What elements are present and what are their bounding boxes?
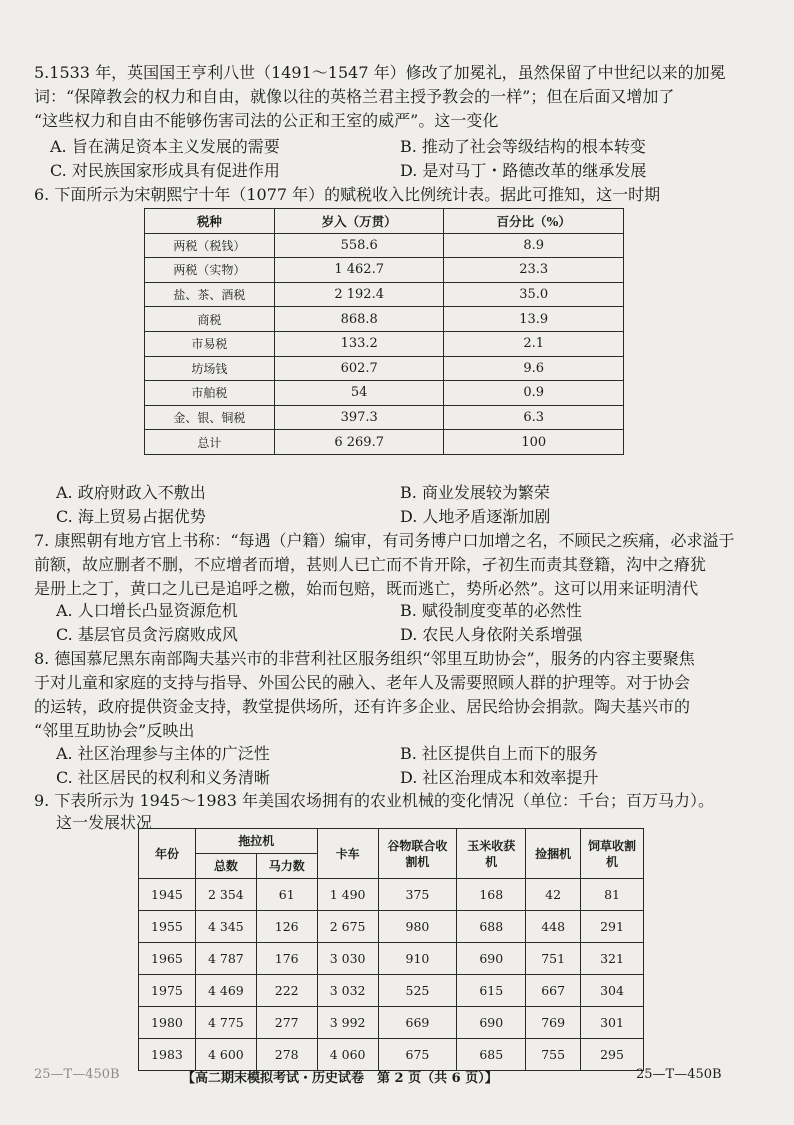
header-grain-combine: 谷物联合收割机: [378, 829, 457, 879]
q5-option-c: C. 对民族国家形成具有促进作用: [50, 161, 280, 180]
table-row: [145, 282, 624, 307]
percentage-cell: 8.9: [444, 233, 624, 258]
percentage-cell: 6.3: [444, 405, 624, 430]
q6-option-a: A. 政府财政入不敷出: [56, 483, 206, 502]
year-cell: 1975: [139, 975, 196, 1007]
tractor-hp-cell: 126: [256, 911, 317, 943]
forage-harvester-cell: 321: [581, 943, 644, 975]
revenue-cell: 54: [274, 381, 444, 406]
baler-cell: 448: [526, 911, 581, 943]
baler-cell: 755: [526, 1039, 581, 1071]
tractor-hp-cell: 61: [256, 879, 317, 911]
grain-combine-cell: 675: [378, 1039, 457, 1071]
q5-option-b: B. 推动了社会等级结构的根本转变: [400, 137, 646, 156]
percentage-cell: 35.0: [444, 282, 624, 307]
grain-combine-cell: 525: [378, 975, 457, 1007]
tractor-hp-cell: 222: [256, 975, 317, 1007]
forage-harvester-cell: 304: [581, 975, 644, 1007]
table-row: [145, 356, 624, 381]
table-row: [139, 975, 644, 1007]
truck-cell: 3 030: [317, 943, 378, 975]
tax-type-cell: 总计: [145, 430, 275, 455]
q8-stem-line-3: 的运转，政府提供资金支持，教堂提供场所，还有许多企业、居民给协会捐款。陶夫基兴市的: [34, 697, 691, 716]
baler-cell: 769: [526, 1007, 581, 1039]
tax-type-cell: 坊场钱: [145, 356, 275, 381]
header-percentage: 百分比（%）: [444, 209, 624, 234]
tractor-hp-cell: 278: [256, 1039, 317, 1071]
grain-combine-cell: 669: [378, 1007, 457, 1039]
percentage-cell: 23.3: [444, 258, 624, 283]
truck-cell: 4 060: [317, 1039, 378, 1071]
table-row: [145, 307, 624, 332]
header-tax-type: 税种: [145, 209, 275, 234]
table-row: [145, 405, 624, 430]
table-row: [139, 1007, 644, 1039]
forage-harvester-cell: 301: [581, 1007, 644, 1039]
q7-option-c: C. 基层官员贪污腐败成风: [56, 625, 238, 644]
q7-stem-line-2: 前额，故应删者不删，不应增者而增，甚则人已亡而不肯开除，孑初生而责其登籍，沟中之瘠犹: [34, 555, 707, 574]
q7-stem-line-1: 7. 康熙朝有地方官上书称：“每遇（户籍）编审，有司务博户口加增之名，不顾民之疾痛，必求溢于: [34, 531, 735, 550]
tax-type-cell: 两税（实物）: [145, 258, 275, 283]
grain-combine-cell: 375: [378, 879, 457, 911]
tractor-hp-cell: 277: [256, 1007, 317, 1039]
q5-option-a: A. 旨在满足资本主义发展的需要: [50, 137, 280, 156]
percentage-cell: 100: [444, 430, 624, 455]
header-tractor-horsepower: 马力数: [256, 854, 317, 879]
tractor-total-cell: 4 775: [195, 1007, 256, 1039]
tax-type-cell: 市舶税: [145, 381, 275, 406]
q8-stem-line-4: “邻里互助协会”反映出: [34, 721, 195, 740]
header-corn-harvester: 玉米收获机: [457, 829, 526, 879]
q5-option-d: D. 是对马丁・路德改革的继承发展: [400, 161, 647, 180]
q6-stem: 6. 下面所示为宋朝熙宁十年（1077 年）的赋税收入比例统计表。据此可推知，这一时期: [34, 185, 661, 204]
tax-type-cell: 商税: [145, 307, 275, 332]
bleed-through-text: [650, 215, 663, 233]
q5-stem-line-3: “这些权力和自由不能够伤害司法的公正和王室的威严”。这一变化: [34, 111, 499, 130]
tax-type-cell: 金、银、铜税: [145, 405, 275, 430]
year-cell: 1965: [139, 943, 196, 975]
tax-type-cell: 市易税: [145, 331, 275, 356]
revenue-cell: 558.6: [274, 233, 444, 258]
q5-stem-line-2: 词：“保障教会的权力和自由，就像以往的英格兰君主授予教会的一样”；但在后面又增加了: [34, 87, 675, 106]
tax-revenue-table: [144, 208, 624, 455]
table-row: [145, 381, 624, 406]
revenue-cell: 2 192.4: [274, 282, 444, 307]
table-header-row: [139, 829, 644, 854]
year-cell: 1980: [139, 1007, 196, 1039]
q5-stem-line-1: 5.1533 年，英国国王亨利八世（1491～1547 年）修改了加冕礼，虽然保留了中世纪以来的加冕: [34, 63, 726, 82]
header-revenue: 岁入（万贯）: [274, 209, 444, 234]
corn-harvester-cell: 690: [457, 943, 526, 975]
percentage-cell: 0.9: [444, 381, 624, 406]
revenue-cell: 868.8: [274, 307, 444, 332]
q8-stem-line-1: 8. 德国慕尼黑东南部陶夫基兴市的非营利社区服务组织“邻里互助协会”，服务的内容主要聚焦: [34, 649, 695, 668]
table-row: [145, 233, 624, 258]
q7-stem-line-3: 是册上之丁，黄口之儿已是追呼之檄，始而包赔，既而逃亡，势所必然”。这可以用来证明清代: [34, 579, 699, 598]
table-row: [145, 258, 624, 283]
forage-harvester-cell: 291: [581, 911, 644, 943]
table-row: [145, 331, 624, 356]
grain-combine-cell: 980: [378, 911, 457, 943]
corn-harvester-cell: 615: [457, 975, 526, 1007]
table-total-row: [145, 430, 624, 455]
footer-code-left: 25—T—450B: [34, 1067, 120, 1082]
revenue-cell: 397.3: [274, 405, 444, 430]
revenue-cell: 133.2: [274, 331, 444, 356]
forage-harvester-cell: 81: [581, 879, 644, 911]
truck-cell: 2 675: [317, 911, 378, 943]
percentage-cell: 9.6: [444, 356, 624, 381]
tractor-total-cell: 4 600: [195, 1039, 256, 1071]
q9-stem-line-2: 这一发展状况: [56, 813, 153, 832]
year-cell: 1955: [139, 911, 196, 943]
header-forage-harvester: 饲草收割机: [581, 829, 644, 879]
table-row: [139, 879, 644, 911]
farm-machinery-table: [138, 828, 644, 1071]
percentage-cell: 13.9: [444, 307, 624, 332]
truck-cell: 1 490: [317, 879, 378, 911]
q8-stem-line-2: 于对儿童和家庭的支持与指导、外国公民的融入、老年人及需要照顾人群的护理等。对于协会: [34, 673, 691, 692]
footer-code-right: 25—T—450B: [636, 1067, 722, 1082]
tractor-total-cell: 4 345: [195, 911, 256, 943]
header-tractor-total: 总数: [195, 854, 256, 879]
header-year: 年份: [139, 829, 196, 879]
tractor-total-cell: 4 787: [195, 943, 256, 975]
baler-cell: 42: [526, 879, 581, 911]
q7-option-d: D. 农民人身依附关系增强: [400, 625, 583, 644]
revenue-cell: 602.7: [274, 356, 444, 381]
revenue-cell: 1 462.7: [274, 258, 444, 283]
corn-harvester-cell: 688: [457, 911, 526, 943]
tractor-total-cell: 4 469: [195, 975, 256, 1007]
grain-combine-cell: 910: [378, 943, 457, 975]
tax-type-cell: 两税（税钱）: [145, 233, 275, 258]
percentage-cell: 2.1: [444, 331, 624, 356]
q6-option-c: C. 海上贸易占据优势: [56, 507, 206, 526]
corn-harvester-cell: 168: [457, 879, 526, 911]
tax-type-cell: 盐、茶、酒税: [145, 282, 275, 307]
tractor-total-cell: 2 354: [195, 879, 256, 911]
header-truck: 卡车: [317, 829, 378, 879]
q6-option-b: B. 商业发展较为繁荣: [400, 483, 550, 502]
tractor-hp-cell: 176: [256, 943, 317, 975]
header-tractor: 拖拉机: [195, 829, 317, 854]
corn-harvester-cell: 690: [457, 1007, 526, 1039]
revenue-cell: 6 269.7: [274, 430, 444, 455]
forage-harvester-cell: 295: [581, 1039, 644, 1071]
corn-harvester-cell: 685: [457, 1039, 526, 1071]
q9-stem-line-1: 9. 下表所示为 1945～1983 年美国农场拥有的农业机械的变化情况（单位：千台；百万马力）。: [34, 791, 714, 810]
q7-option-b: B. 赋役制度变革的必然性: [400, 601, 582, 620]
q8-option-d: D. 社区治理成本和效率提升: [400, 768, 599, 787]
header-baler: 捡捆机: [526, 829, 581, 879]
table-row: [139, 911, 644, 943]
baler-cell: 751: [526, 943, 581, 975]
q8-option-b: B. 社区提供自上而下的服务: [400, 744, 598, 763]
table-row: [139, 943, 644, 975]
table-header-row: [145, 209, 624, 234]
footer-exam-title: 【高二期末模拟考试・历史试卷 第 2 页（共 6 页）】: [182, 1071, 498, 1086]
truck-cell: 3 032: [317, 975, 378, 1007]
q8-option-c: C. 社区居民的权利和义务清晰: [56, 768, 270, 787]
year-cell: 1983: [139, 1039, 196, 1071]
q7-option-a: A. 人口增长凸显资源危机: [56, 601, 238, 620]
q6-option-d: D. 人地矛盾逐渐加剧: [400, 507, 551, 526]
q8-option-a: A. 社区治理参与主体的广泛性: [56, 744, 270, 763]
year-cell: 1945: [139, 879, 196, 911]
baler-cell: 667: [526, 975, 581, 1007]
table-row: [139, 1039, 644, 1071]
truck-cell: 3 992: [317, 1007, 378, 1039]
